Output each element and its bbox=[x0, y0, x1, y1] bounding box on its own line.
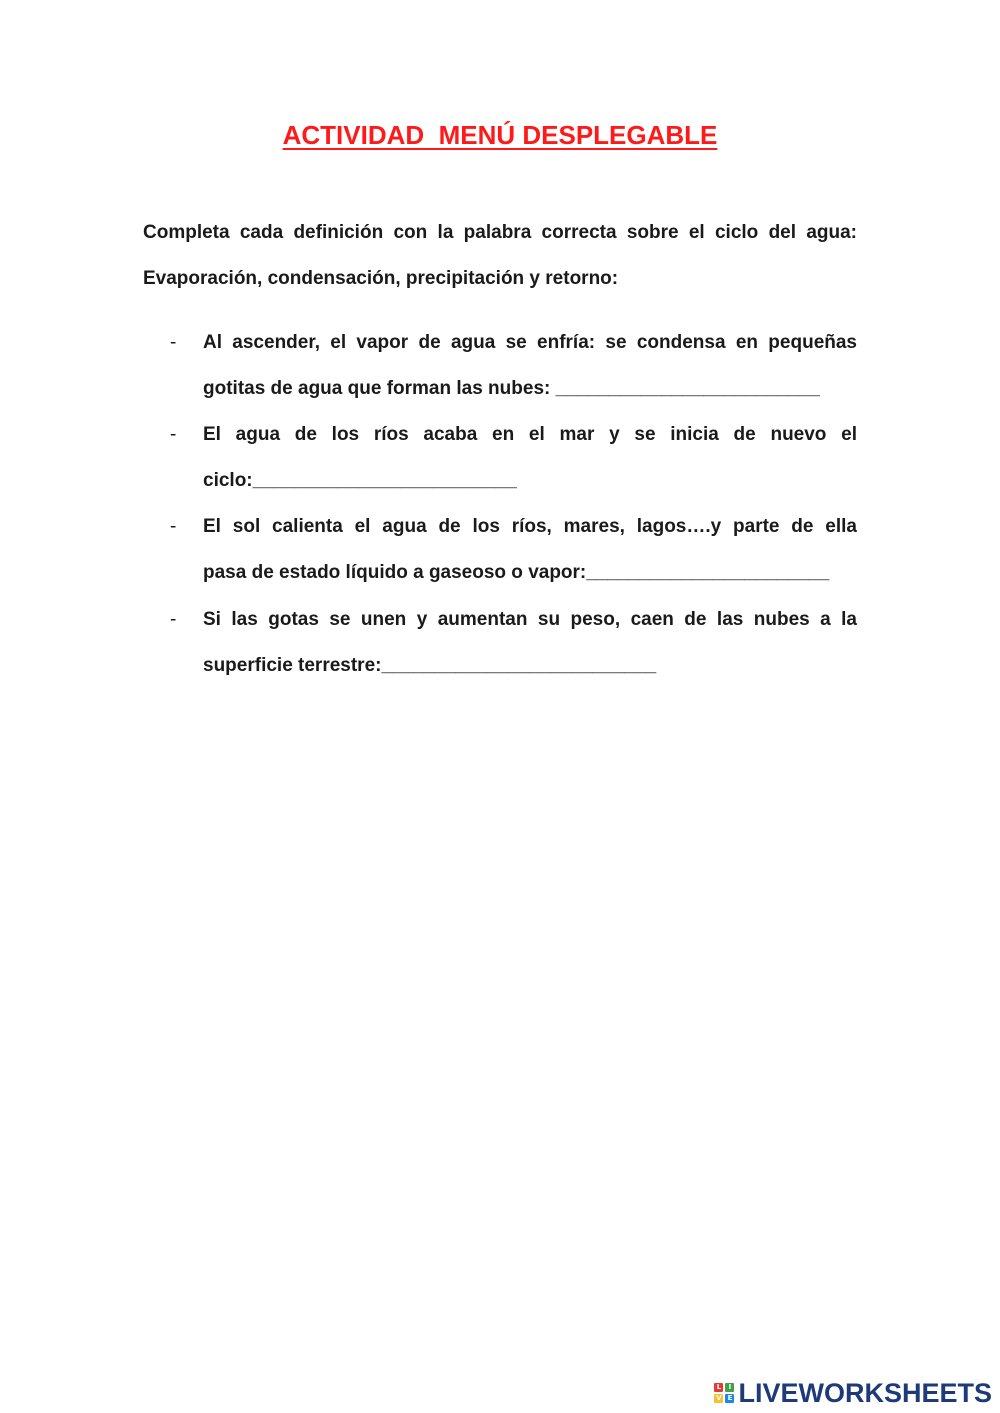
question-2-line-2[interactable]: ciclo:_________________________ bbox=[203, 470, 517, 491]
bullet-dash: - bbox=[170, 516, 177, 537]
question-3-line-2[interactable]: pasa de estado líquido a gaseoso o vapor:_______________________ bbox=[203, 562, 830, 583]
liveworksheets-branding bbox=[714, 1378, 992, 1408]
question-3-line-1: El sol calienta el agua de los ríos, mares, lagos….y parte de ella bbox=[203, 516, 857, 537]
question-1-line-2[interactable]: gotitas de agua que forman las nubes: _________________________ bbox=[203, 378, 820, 399]
worksheet-title: ACTIVIDAD MENÚ DESPLEGABLE bbox=[282, 120, 718, 150]
instructions-line-1: Completa cada definición con la palabra correcta sobre el ciclo del agua: bbox=[143, 222, 857, 243]
question-4-line-1: Si las gotas se unen y aumentan su peso, caen de las nubes a la bbox=[203, 609, 857, 630]
question-4-line-2[interactable]: superficie terrestre:__________________________ bbox=[203, 655, 657, 676]
question-1-line-1: Al ascender, el vapor de agua se enfría: se condensa en pequeñas bbox=[203, 332, 857, 353]
bullet-dash: - bbox=[170, 424, 177, 445]
question-2-line-1: El agua de los ríos acaba en el mar y se inicia de nuevo el bbox=[203, 424, 857, 445]
logo-tile-l: L bbox=[714, 1383, 723, 1392]
liveworksheets-logo-icon bbox=[714, 1383, 734, 1403]
logo-tile-v: V bbox=[716, 1394, 722, 1402]
logo-tile-i: I bbox=[725, 1383, 734, 1392]
logo-tile-e: E bbox=[725, 1394, 734, 1403]
liveworksheets-wordmark: LIVEWORKSHEETS bbox=[738, 1377, 992, 1408]
bullet-dash: - bbox=[170, 332, 177, 353]
bullet-dash: - bbox=[170, 609, 177, 630]
instructions-line-2: Evaporación, condensación, precipitación y retorno: bbox=[143, 268, 619, 289]
